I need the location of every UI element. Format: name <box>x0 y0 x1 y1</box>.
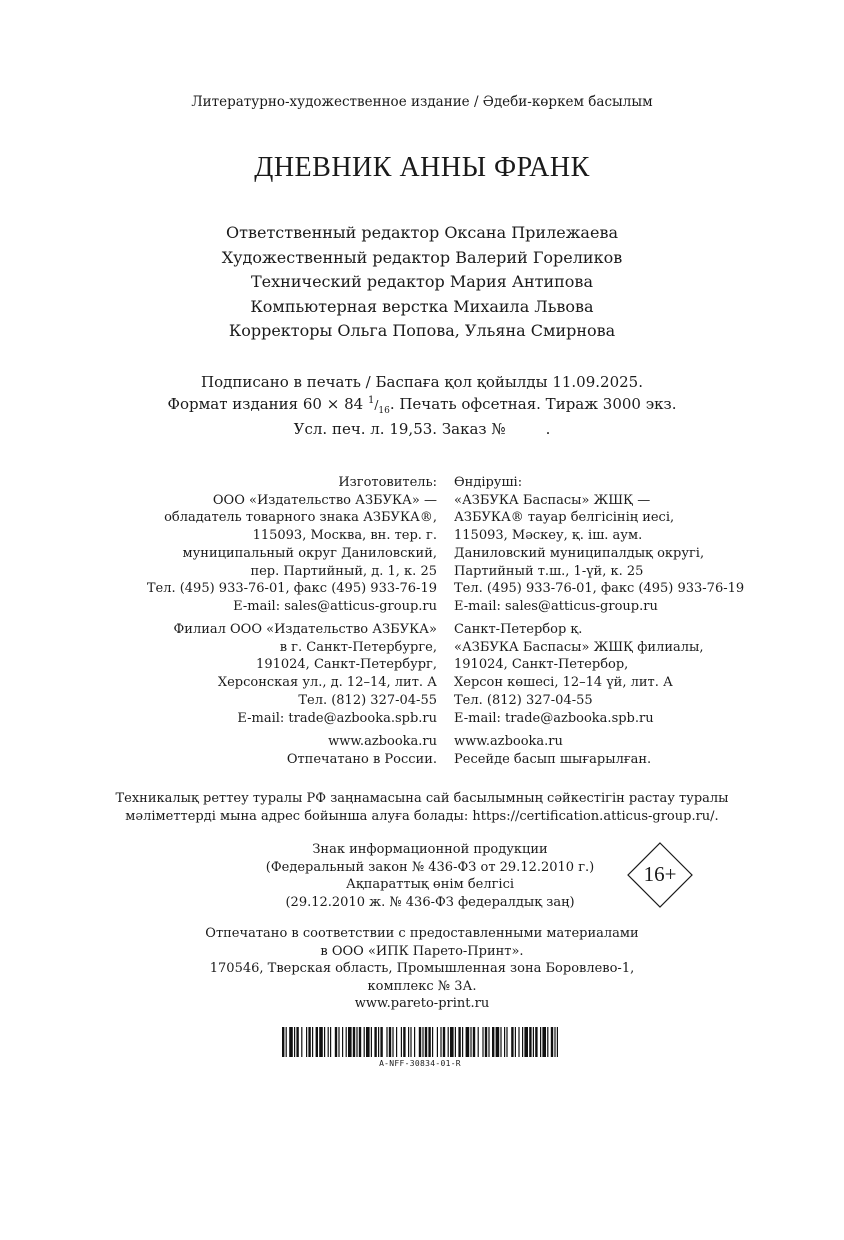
barcode-bar <box>462 1027 463 1057</box>
certification-line: мәліметтерді мына адрес бойынша алуға болады: https://certification.atticus-group.ru/. <box>125 808 719 824</box>
barcode-bar <box>294 1027 295 1057</box>
printed-in-kz: Ресейде басып шығарылған. <box>454 751 652 767</box>
manufacturer-kz-label: Өндіруші: <box>454 475 523 490</box>
manufacturer-ru-line: 115093, Москва, вн. тер. г. <box>252 528 437 544</box>
format-prefix: Формат издания 60 × 84 <box>167 394 364 413</box>
barcode-bar <box>392 1027 393 1057</box>
manufacturer-kz-line: Партийный т.ш., 1-үй, к. 25 <box>454 563 644 579</box>
barcode-bar <box>524 1027 528 1057</box>
barcode-bar <box>440 1027 441 1057</box>
manufacturer-ru-line: обладатель товарного знака АЗБУКА®, <box>164 510 437 526</box>
barcode-bar <box>342 1027 343 1057</box>
barcode-bar <box>371 1027 372 1057</box>
certification-line: Техникалық реттеу туралы РФ заңнамасына сай басылымның сәйкестігін растау туралы <box>115 791 729 806</box>
info-sign-line: (Федеральный закон № 436-ФЗ от 29.12.2010 г.) <box>265 859 595 875</box>
barcode-bar <box>414 1027 415 1057</box>
barcode-bar <box>448 1027 449 1057</box>
barcode-bar <box>396 1027 397 1057</box>
barcode-bar <box>335 1027 337 1057</box>
barcode-bar <box>353 1027 355 1057</box>
barcode-text: A-NFF-30834-01-R <box>379 1059 461 1068</box>
manufacturer-ru-line: Тел. (495) 933-76-01, факс (495) 933-76-19 <box>146 581 437 597</box>
barcode-bar <box>306 1027 307 1057</box>
credit-art-editor: Художественный редактор Валерий Гореликов <box>221 247 623 267</box>
branch-ru-line: Херсонская ул., д. 12–14, лит. А <box>217 675 437 691</box>
credit-layout: Компьютерная верстка Михаила Львова <box>250 296 594 316</box>
format-frac-den: 16 <box>378 405 390 416</box>
branch-kz-line: «АЗБУКА Баспасы» ЖШҚ филиалы, <box>454 639 704 655</box>
sheets-line <box>0 420 844 439</box>
barcode-bar <box>466 1027 470 1057</box>
barcode-bar <box>296 1027 298 1057</box>
barcode-bar <box>551 1027 553 1057</box>
barcode-bar <box>312 1027 313 1057</box>
production-line: 170546, Тверская область, Промышленная зона Боровлево-1, <box>209 961 635 976</box>
credit-editor: Ответственный редактор Оксана Прилежаева <box>226 223 618 242</box>
production-block <box>0 925 844 1013</box>
barcode-bar <box>308 1027 310 1057</box>
credits-block <box>0 221 844 344</box>
barcode-bar <box>389 1027 391 1057</box>
barcode-bar <box>450 1027 454 1057</box>
branch-ru-email: E-mail: trade@azbooka.spb.ru <box>237 710 437 726</box>
branch-ru-line: в г. Санкт-Петербурге, <box>279 639 437 655</box>
barcode-bar <box>492 1027 494 1057</box>
production-line: в ООО «ИПК Парето-Принт». <box>320 943 524 959</box>
manufacturer-ru-label: Изготовитель: <box>338 475 437 490</box>
barcode-bar <box>419 1027 421 1057</box>
barcode-bar <box>316 1027 318 1057</box>
production-line: Отпечатано в соответствии с предоставленными материалами <box>205 926 639 941</box>
barcode-bar <box>286 1027 287 1057</box>
sheets-text: Усл. печ. л. 19,53. Заказ № <box>293 420 506 438</box>
branch-kz-line: Санкт-Петербор қ. <box>454 622 583 637</box>
manufacturer-kz-line: Тел. (495) 933-76-01, факс (495) 933-76-19 <box>454 581 745 597</box>
credit-proofreaders: Корректоры Ольга Попова, Ульяна Смирнова <box>228 321 616 340</box>
barcode-bar <box>428 1027 430 1057</box>
barcode-bar <box>535 1027 537 1057</box>
barcode-bar <box>470 1027 471 1057</box>
footer-kz <box>454 733 651 768</box>
barcode-bar <box>522 1027 523 1057</box>
barcode-bar <box>348 1027 352 1057</box>
genre-line: Литературно-художественное издание / Әдеби-көркем басылым <box>191 94 653 110</box>
manufacturer-ru-email: E-mail: sales@atticus-group.ru <box>233 598 437 614</box>
info-sign-block <box>250 841 610 911</box>
barcode-bar <box>366 1027 370 1057</box>
branch-ru-line: 191024, Санкт-Петербург, <box>256 657 437 673</box>
branch-kz-email: E-mail: trade@azbooka.spb.ru <box>454 710 654 726</box>
website-ru: www.azbooka.ru <box>328 734 437 749</box>
branch-ru-line: Тел. (812) 327-04-55 <box>298 692 437 708</box>
certification-note <box>0 790 844 825</box>
barcode-bar <box>455 1027 456 1057</box>
barcode-bar <box>473 1027 475 1057</box>
format-frac-num: 1 <box>367 394 375 406</box>
manufacturer-kz-line: 115093, Мәскеу, қ. іш. аум. <box>454 528 643 544</box>
barcode-bar <box>554 1027 555 1057</box>
barcode-bar <box>500 1027 501 1057</box>
website-kz: www.azbooka.ru <box>454 734 563 749</box>
manufacturer-kz-email: E-mail: sales@atticus-group.ru <box>454 598 658 614</box>
barcode-bar <box>301 1027 302 1057</box>
format-line: Формат издания 60 × 84 $^1/_{16}$. Печать офсетная. Тираж 3000 экз. <box>167 394 677 416</box>
branch-kz-line: 191024, Санкт-Петербор, <box>454 657 629 673</box>
production-line: комплекс № 3А. <box>367 978 477 994</box>
age-rating-badge <box>627 842 693 908</box>
barcode-bar <box>504 1027 505 1057</box>
printed-in-ru: Отпечатано в России. <box>286 751 437 767</box>
barcode-bar <box>529 1027 531 1057</box>
barcode-bar <box>282 1027 284 1057</box>
barcode-bar <box>401 1027 402 1057</box>
barcode-bar <box>289 1027 293 1057</box>
info-sign-line: (29.12.2010 ж. № 436-ФЗ федералдық заң) <box>285 894 575 910</box>
manufacturer-kz-line: «АЗБУКА Баспасы» ЖШҚ — <box>454 492 651 508</box>
barcode-bar <box>403 1027 405 1057</box>
manufacturer-kz-line: Даниловский муниципалдық округі, <box>454 545 705 561</box>
barcode-bar <box>511 1027 513 1057</box>
branch-kz-line: Херсон көшесі, 12–14 үй, лит. А <box>454 675 673 691</box>
barcode-bar <box>478 1027 479 1057</box>
barcode-bar <box>422 1027 423 1057</box>
barcode-bar <box>533 1027 534 1057</box>
manufacturer-ru-line: муниципальный округ Даниловский, <box>182 545 437 561</box>
barcode-bar <box>338 1027 339 1057</box>
barcode-bar <box>346 1027 347 1057</box>
barcode-bar <box>374 1027 376 1057</box>
barcode-bar <box>378 1027 379 1057</box>
barcode-bar <box>408 1027 409 1057</box>
credit-tech-editor: Технический редактор Мария Антипова <box>251 272 593 291</box>
barcode-bar <box>540 1027 541 1057</box>
barcode-bar <box>356 1027 357 1057</box>
production-website: www.pareto-print.ru <box>354 996 490 1011</box>
barcode-bar <box>518 1027 519 1057</box>
branch-ru <box>174 621 438 727</box>
barcode-bar <box>319 1027 323 1057</box>
book-title: ДНЕВНИК АННЫ ФРАНК <box>254 152 590 183</box>
barcode-bar <box>458 1027 460 1057</box>
manufacturer-ru-line: ООО «Издательство АЗБУКА» — <box>212 492 437 508</box>
barcode-bar <box>425 1027 427 1057</box>
barcode-bar <box>432 1027 433 1057</box>
barcode-bar <box>324 1027 325 1057</box>
barcode-bar <box>328 1027 329 1057</box>
barcode-bar <box>542 1027 546 1057</box>
barcode-bar <box>547 1027 548 1057</box>
barcode-bar <box>330 1027 331 1057</box>
barcode-bar <box>443 1027 445 1057</box>
barcode-bar <box>515 1027 516 1057</box>
format-suffix: . Печать офсетная. Тираж 3000 экз. <box>389 394 677 413</box>
manufacturer-ru-line: пер. Партийный, д. 1, к. 25 <box>250 563 437 579</box>
barcode-bar <box>410 1027 411 1057</box>
manufacturer-kz-line: АЗБУКА® тауар белгісінің иесі, <box>454 510 675 526</box>
barcode-bar <box>437 1027 438 1057</box>
branch-ru-line: Филиал ООО «Издательство АЗБУКА» <box>173 622 437 637</box>
barcode-bar <box>496 1027 500 1057</box>
branch-kz-line: Тел. (812) 327-04-55 <box>454 692 593 708</box>
barcode-bar <box>557 1027 558 1057</box>
manufacturer-kz <box>454 474 744 616</box>
info-sign-line: Ақпараттық өнім белгісі <box>345 877 515 892</box>
barcode-icon <box>282 1027 558 1057</box>
footer-ru <box>287 733 437 768</box>
barcode-bar <box>482 1027 483 1057</box>
barcode-bar <box>364 1027 365 1057</box>
barcode-bar <box>359 1027 361 1057</box>
age-rating-text: 16+ <box>643 862 677 886</box>
signed-line: Подписано в печать / Баспаға қол қойылды 11.09.2025. <box>201 373 643 391</box>
sheets-end: . <box>545 420 551 438</box>
manufacturer-ru <box>147 474 437 616</box>
barcode-bar <box>488 1027 489 1057</box>
branch-kz <box>454 621 703 727</box>
barcode-bar <box>386 1027 387 1057</box>
barcode-bar <box>506 1027 507 1057</box>
info-sign-line: Знак информационной продукции <box>312 842 548 857</box>
print-info <box>0 373 844 439</box>
barcode-bar <box>380 1027 382 1057</box>
barcode-bar <box>485 1027 487 1057</box>
